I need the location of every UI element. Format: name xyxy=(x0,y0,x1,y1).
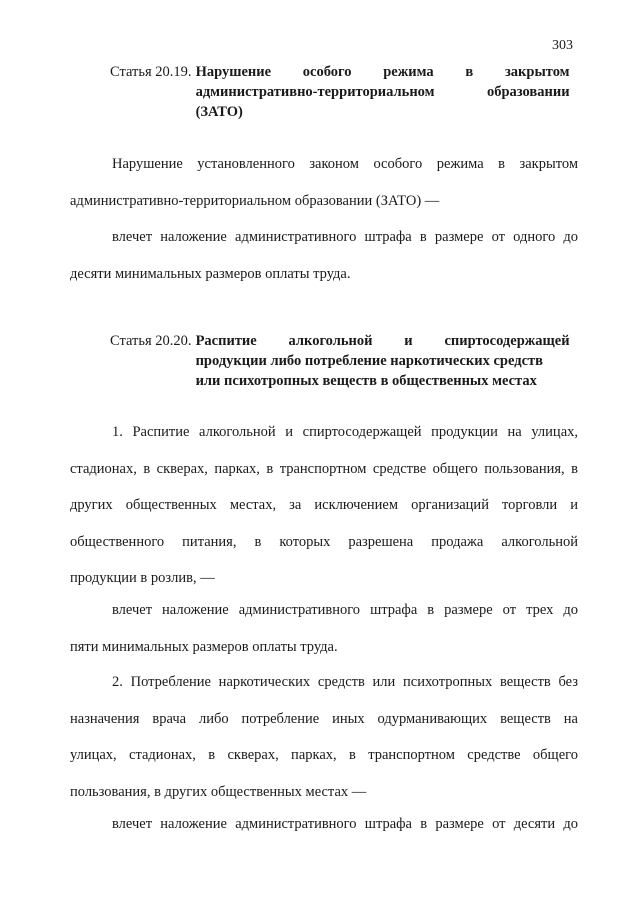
text-line: 2. Потребление наркотических средств или психотропных веществ без xyxy=(112,674,578,690)
text-line: пользования, в других общественных местах — xyxy=(70,783,367,800)
text-line: влечет наложение административного штрафа в размере от одного до xyxy=(112,229,578,245)
text-line: продукции в розлив, — xyxy=(70,570,215,586)
title-line: (ЗАТО) xyxy=(195,104,243,120)
article-20-19-number: Статья 20.19. xyxy=(110,64,192,80)
article-20-20-part-1-sanction xyxy=(70,592,578,665)
article-20-19-disposition xyxy=(70,146,578,219)
article-20-20-part-2 xyxy=(70,664,578,810)
page-number: 303 xyxy=(552,38,573,53)
text-line: 1. Распитие алкогольной и спиртосодержащей продукции на улицах, xyxy=(112,424,578,440)
article-20-19-sanction xyxy=(70,219,578,292)
text-line: влечет наложение административного штрафа в размере от десяти до xyxy=(112,816,578,832)
title-line: или психотропных веществ в общественных местах xyxy=(195,373,537,389)
text-line: стадионах, в скверах, парках, в транспортном средстве общего пользования, в xyxy=(70,460,578,477)
article-20-20-number: Статья 20.20. xyxy=(110,333,192,349)
text-line: десяти минимальных размеров оплаты труда. xyxy=(70,265,351,282)
article-20-19-heading xyxy=(110,62,578,122)
text-line: административно-территориальном образовании (ЗАТО) — xyxy=(70,192,440,209)
article-20-20-title xyxy=(196,331,570,391)
text-line: общественного питания, в которых разрешена продажа алкогольной xyxy=(70,533,578,550)
text-line: других общественных местах, за исключением организаций торговли и xyxy=(70,497,578,513)
article-20-20-heading xyxy=(110,331,578,391)
text-line: назначения врача либо потребление иных одурманивающих веществ на xyxy=(70,710,578,727)
text-line: улицах, стадионах, в скверах, парках, в транспортном средстве общего xyxy=(70,747,578,763)
text-line: Нарушение установленного законом особого режима в закрытом xyxy=(112,156,578,172)
text-line: пяти минимальных размеров оплаты труда. xyxy=(70,638,338,655)
article-20-19-title xyxy=(196,62,570,122)
text-line: влечет наложение административного штрафа в размере от трех до xyxy=(112,602,578,618)
title-line: продукции либо потребление наркотических средств xyxy=(195,353,543,369)
article-20-20-part-2-sanction xyxy=(70,806,578,843)
title-line: Распитие алкогольной и спиртосодержащей xyxy=(195,333,570,349)
title-line: административно-территориальном образовании xyxy=(195,84,570,100)
article-20-20-part-1 xyxy=(70,414,578,597)
title-line: Нарушение особого режима в закрытом xyxy=(195,64,570,80)
